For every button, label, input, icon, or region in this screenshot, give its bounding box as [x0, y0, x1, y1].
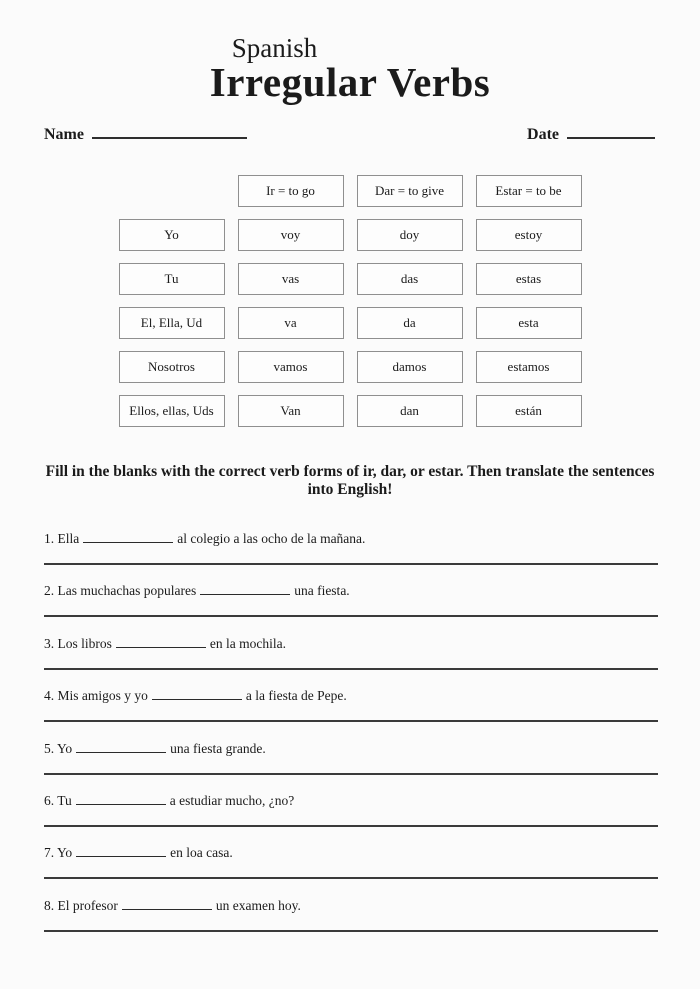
exercise-sentence: [44, 843, 658, 861]
sentence-before-text: Ella: [57, 530, 80, 546]
verb-blank[interactable]: [83, 532, 173, 543]
verb-blank[interactable]: [200, 584, 290, 595]
sentence-before-text: Tu: [57, 792, 72, 808]
exercise-number: 6.: [44, 792, 55, 808]
verb-cell: vas: [238, 263, 344, 295]
exercise-number: 5.: [44, 740, 55, 756]
table-corner-spacer: [119, 175, 225, 207]
exercise-item-8: [44, 896, 658, 948]
translation-answer-line[interactable]: [44, 877, 658, 879]
sentence-before-text: Yo: [57, 845, 73, 861]
exercise-sentence: [44, 581, 658, 599]
verb-cell: das: [357, 263, 463, 295]
verb-cell: estoy: [476, 219, 582, 251]
exercise-item-2: [44, 581, 658, 633]
column-header-ir: Ir = to go: [238, 175, 344, 207]
verb-blank[interactable]: [76, 742, 166, 753]
verb-cell: voy: [238, 219, 344, 251]
date-field: [527, 125, 655, 144]
title-block: [209, 33, 491, 106]
translation-answer-line[interactable]: [44, 563, 658, 565]
verb-cell: estamos: [476, 351, 582, 383]
exercise-number: 1.: [44, 530, 55, 546]
sentence-after-text: a la fiesta de Pepe.: [245, 688, 347, 704]
column-header-dar: Dar = to give: [357, 175, 463, 207]
translation-answer-line[interactable]: [44, 668, 658, 670]
sentence-after-text: a estudiar mucho, ¿no?: [169, 792, 295, 808]
verb-cell: da: [357, 307, 463, 339]
exercise-list: [44, 529, 658, 948]
pronoun-cell: Yo: [119, 219, 225, 251]
exercise-sentence: [44, 686, 658, 704]
sentence-before-text: Mis amigos y yo: [57, 688, 148, 704]
verb-cell: va: [238, 307, 344, 339]
column-header-estar: Estar = to be: [476, 175, 582, 207]
translation-answer-line[interactable]: [44, 773, 658, 775]
exercise-number: 8.: [44, 897, 55, 913]
sentence-after-text: una fiesta.: [294, 583, 350, 599]
sentence-before-text: Las muchachas populares: [57, 583, 197, 599]
exercise-number: 3.: [44, 635, 55, 651]
exercise-item-1: [44, 529, 658, 581]
verb-blank[interactable]: [116, 637, 206, 648]
name-input-line[interactable]: [92, 125, 247, 139]
exercise-sentence: [44, 791, 658, 809]
sentence-before-text: El profesor: [57, 897, 118, 913]
exercise-number: 2.: [44, 583, 55, 599]
sentence-after-text: en loa casa.: [170, 845, 233, 861]
instructions-text: Fill in the blanks with the correct verb forms of ir, dar, or estar. Then translate the sentences into English!: [45, 463, 655, 499]
exercise-number: 7.: [44, 845, 55, 861]
verb-blank[interactable]: [152, 689, 242, 700]
verb-cell: vamos: [238, 351, 344, 383]
verb-cell: Van: [238, 395, 344, 427]
verb-blank[interactable]: [122, 899, 212, 910]
exercise-number: 4.: [44, 688, 55, 704]
exercise-item-7: [44, 843, 658, 895]
sentence-after-text: al colegio a las ocho de la mañana.: [177, 530, 366, 546]
exercise-sentence: [44, 739, 658, 757]
verb-cell: damos: [357, 351, 463, 383]
translation-answer-line[interactable]: [44, 615, 658, 617]
worksheet-title: Irregular Verbs: [209, 59, 491, 106]
sentence-after-text: una fiesta grande.: [170, 740, 266, 756]
name-date-row: [44, 125, 655, 144]
worksheet-subtitle: Spanish: [231, 33, 318, 63]
verb-cell: esta: [476, 307, 582, 339]
sentence-before-text: Yo: [57, 740, 73, 756]
verb-cell: dan: [357, 395, 463, 427]
exercise-item-4: [44, 686, 658, 738]
name-field: [44, 125, 247, 144]
name-label: Name: [44, 126, 84, 144]
date-label: Date: [527, 126, 559, 144]
sentence-after-text: un examen hoy.: [215, 897, 301, 913]
translation-answer-line[interactable]: [44, 930, 658, 932]
verb-cell: estas: [476, 263, 582, 295]
exercise-sentence: [44, 634, 658, 652]
verb-blank[interactable]: [76, 794, 166, 805]
date-input-line[interactable]: [567, 125, 655, 139]
exercise-item-5: [44, 739, 658, 791]
translation-answer-line[interactable]: [44, 720, 658, 722]
sentence-before-text: Los libros: [57, 635, 112, 651]
pronoun-cell: El, Ella, Ud: [119, 307, 225, 339]
pronoun-cell: Nosotros: [119, 351, 225, 383]
exercise-sentence: [44, 896, 658, 914]
exercise-sentence: [44, 529, 658, 547]
verb-blank[interactable]: [76, 846, 166, 857]
exercise-item-6: [44, 791, 658, 843]
verb-conjugation-table: [0, 175, 700, 427]
pronoun-cell: Ellos, ellas, Uds: [119, 395, 225, 427]
verb-cell: doy: [357, 219, 463, 251]
sentence-after-text: en la mochila.: [209, 635, 286, 651]
exercise-item-3: [44, 634, 658, 686]
translation-answer-line[interactable]: [44, 825, 658, 827]
verb-cell: están: [476, 395, 582, 427]
pronoun-cell: Tu: [119, 263, 225, 295]
